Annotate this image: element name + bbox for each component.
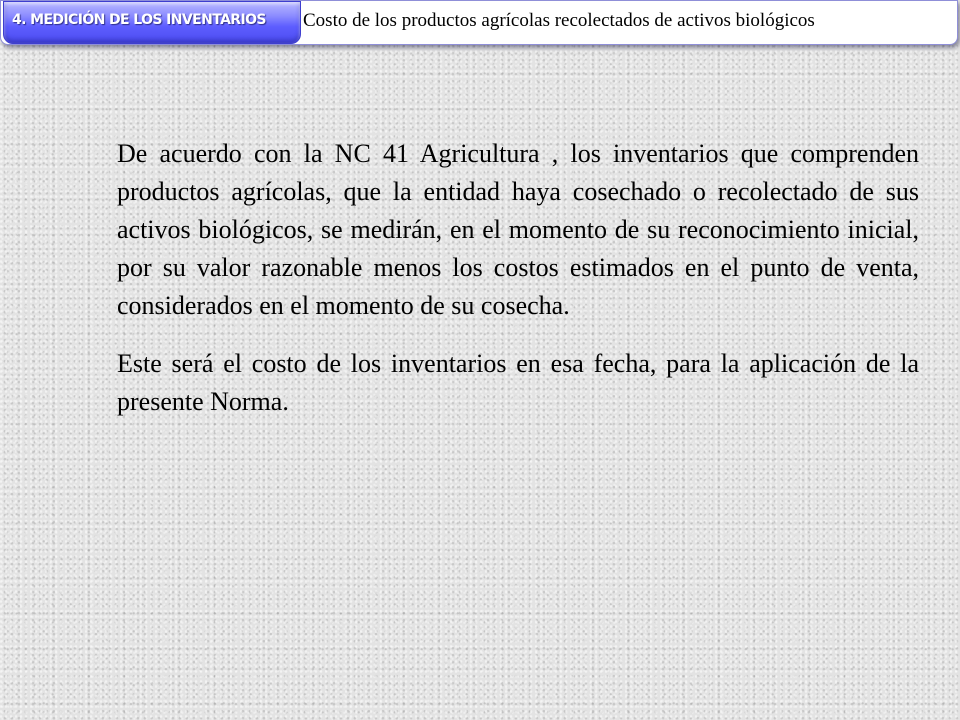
paragraph-2: Este será el costo de los inventarios en esa fecha, para la aplicación de la presente Norma. — [117, 349, 919, 416]
section-tab — [3, 1, 301, 44]
section-label: 4. MEDICIÓN DE LOS INVENTARIOS — [12, 12, 266, 28]
section-subtitle: Costo de los productos agrícolas recolectados de activos biológicos — [303, 10, 815, 31]
header-bar — [0, 0, 958, 45]
paragraph-1: De acuerdo con la NC 41 Agricultura , los inventarios que comprenden productos agrícolas, que la entidad haya cosechado o recolectado de sus activos biológicos, se medirán, en el momento de su reconocimiento inicial, por su valor razonable menos los costos estimados en el punto de venta, considerados en el momento de su cosecha. — [117, 139, 919, 320]
content-area — [117, 135, 919, 441]
